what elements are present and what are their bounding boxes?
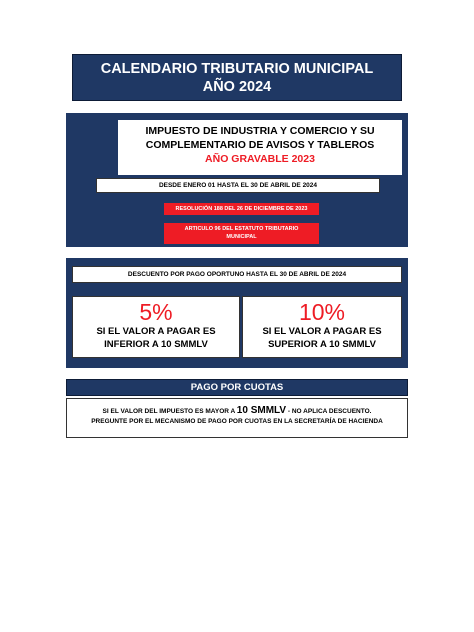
cuotas-amount: 10 SMMLV: [236, 405, 287, 416]
cuotas-text-before: SI EL VALOR DEL IMPUESTO ES MAYOR A: [102, 408, 235, 415]
cuotas-line1: [67, 405, 407, 417]
cuotas-box: [66, 398, 408, 438]
impuesto-title-line1: IMPUESTO DE INDUSTRIA Y COMERCIO Y SU: [145, 125, 375, 137]
cuotas-header: PAGO POR CUOTAS: [66, 379, 408, 396]
descuento-10-line2: SUPERIOR A 10 SMMLV: [268, 339, 376, 350]
main-title-banner: [72, 54, 402, 101]
articulo-line2: MUNICIPAL: [226, 234, 257, 240]
resolucion-badge: RESOLUCIÓN 188 DEL 26 DE DICIEMBRE DE 2023: [164, 203, 319, 215]
descuento-10-box: [242, 296, 402, 358]
main-title-line2: AÑO 2024: [202, 79, 272, 95]
cuotas-line2: PREGUNTE POR EL MECANISMO DE PAGO POR CUOTAS EN LA SECRETARÍA DE HACIENDA: [91, 418, 383, 425]
descuento-5-box: [72, 296, 240, 358]
articulo-badge: [164, 223, 319, 244]
descuento-header: DESCUENTO POR PAGO OPORTUNO HASTA EL 30 DE ABRIL DE 2024: [72, 266, 402, 283]
impuesto-title-line2: COMPLEMENTARIO DE AVISOS Y TABLEROS: [145, 139, 375, 151]
cuotas-text-after: - NO APLICA DESCUENTO.: [287, 408, 372, 415]
impuesto-title-box: [118, 120, 402, 175]
descuento-10-line1: SI EL VALOR A PAGAR ES: [262, 326, 382, 337]
ano-gravable: AÑO GRAVABLE 2023: [205, 153, 315, 165]
descuento-5-line1: SI EL VALOR A PAGAR ES: [96, 326, 216, 337]
descuento-5-pct: 5%: [139, 299, 173, 325]
descuento-5-line2: INFERIOR A 10 SMMLV: [104, 339, 208, 350]
articulo-line1: ARTICULO 96 DEL ESTATUTO TRIBUTARIO: [184, 226, 299, 232]
main-title-line1: CALENDARIO TRIBUTARIO MUNICIPAL: [100, 61, 374, 77]
fecha-plazo: DESDE ENERO 01 HASTA EL 30 DE ABRIL DE 2024: [96, 178, 380, 193]
descuento-10-pct: 10%: [298, 299, 346, 325]
